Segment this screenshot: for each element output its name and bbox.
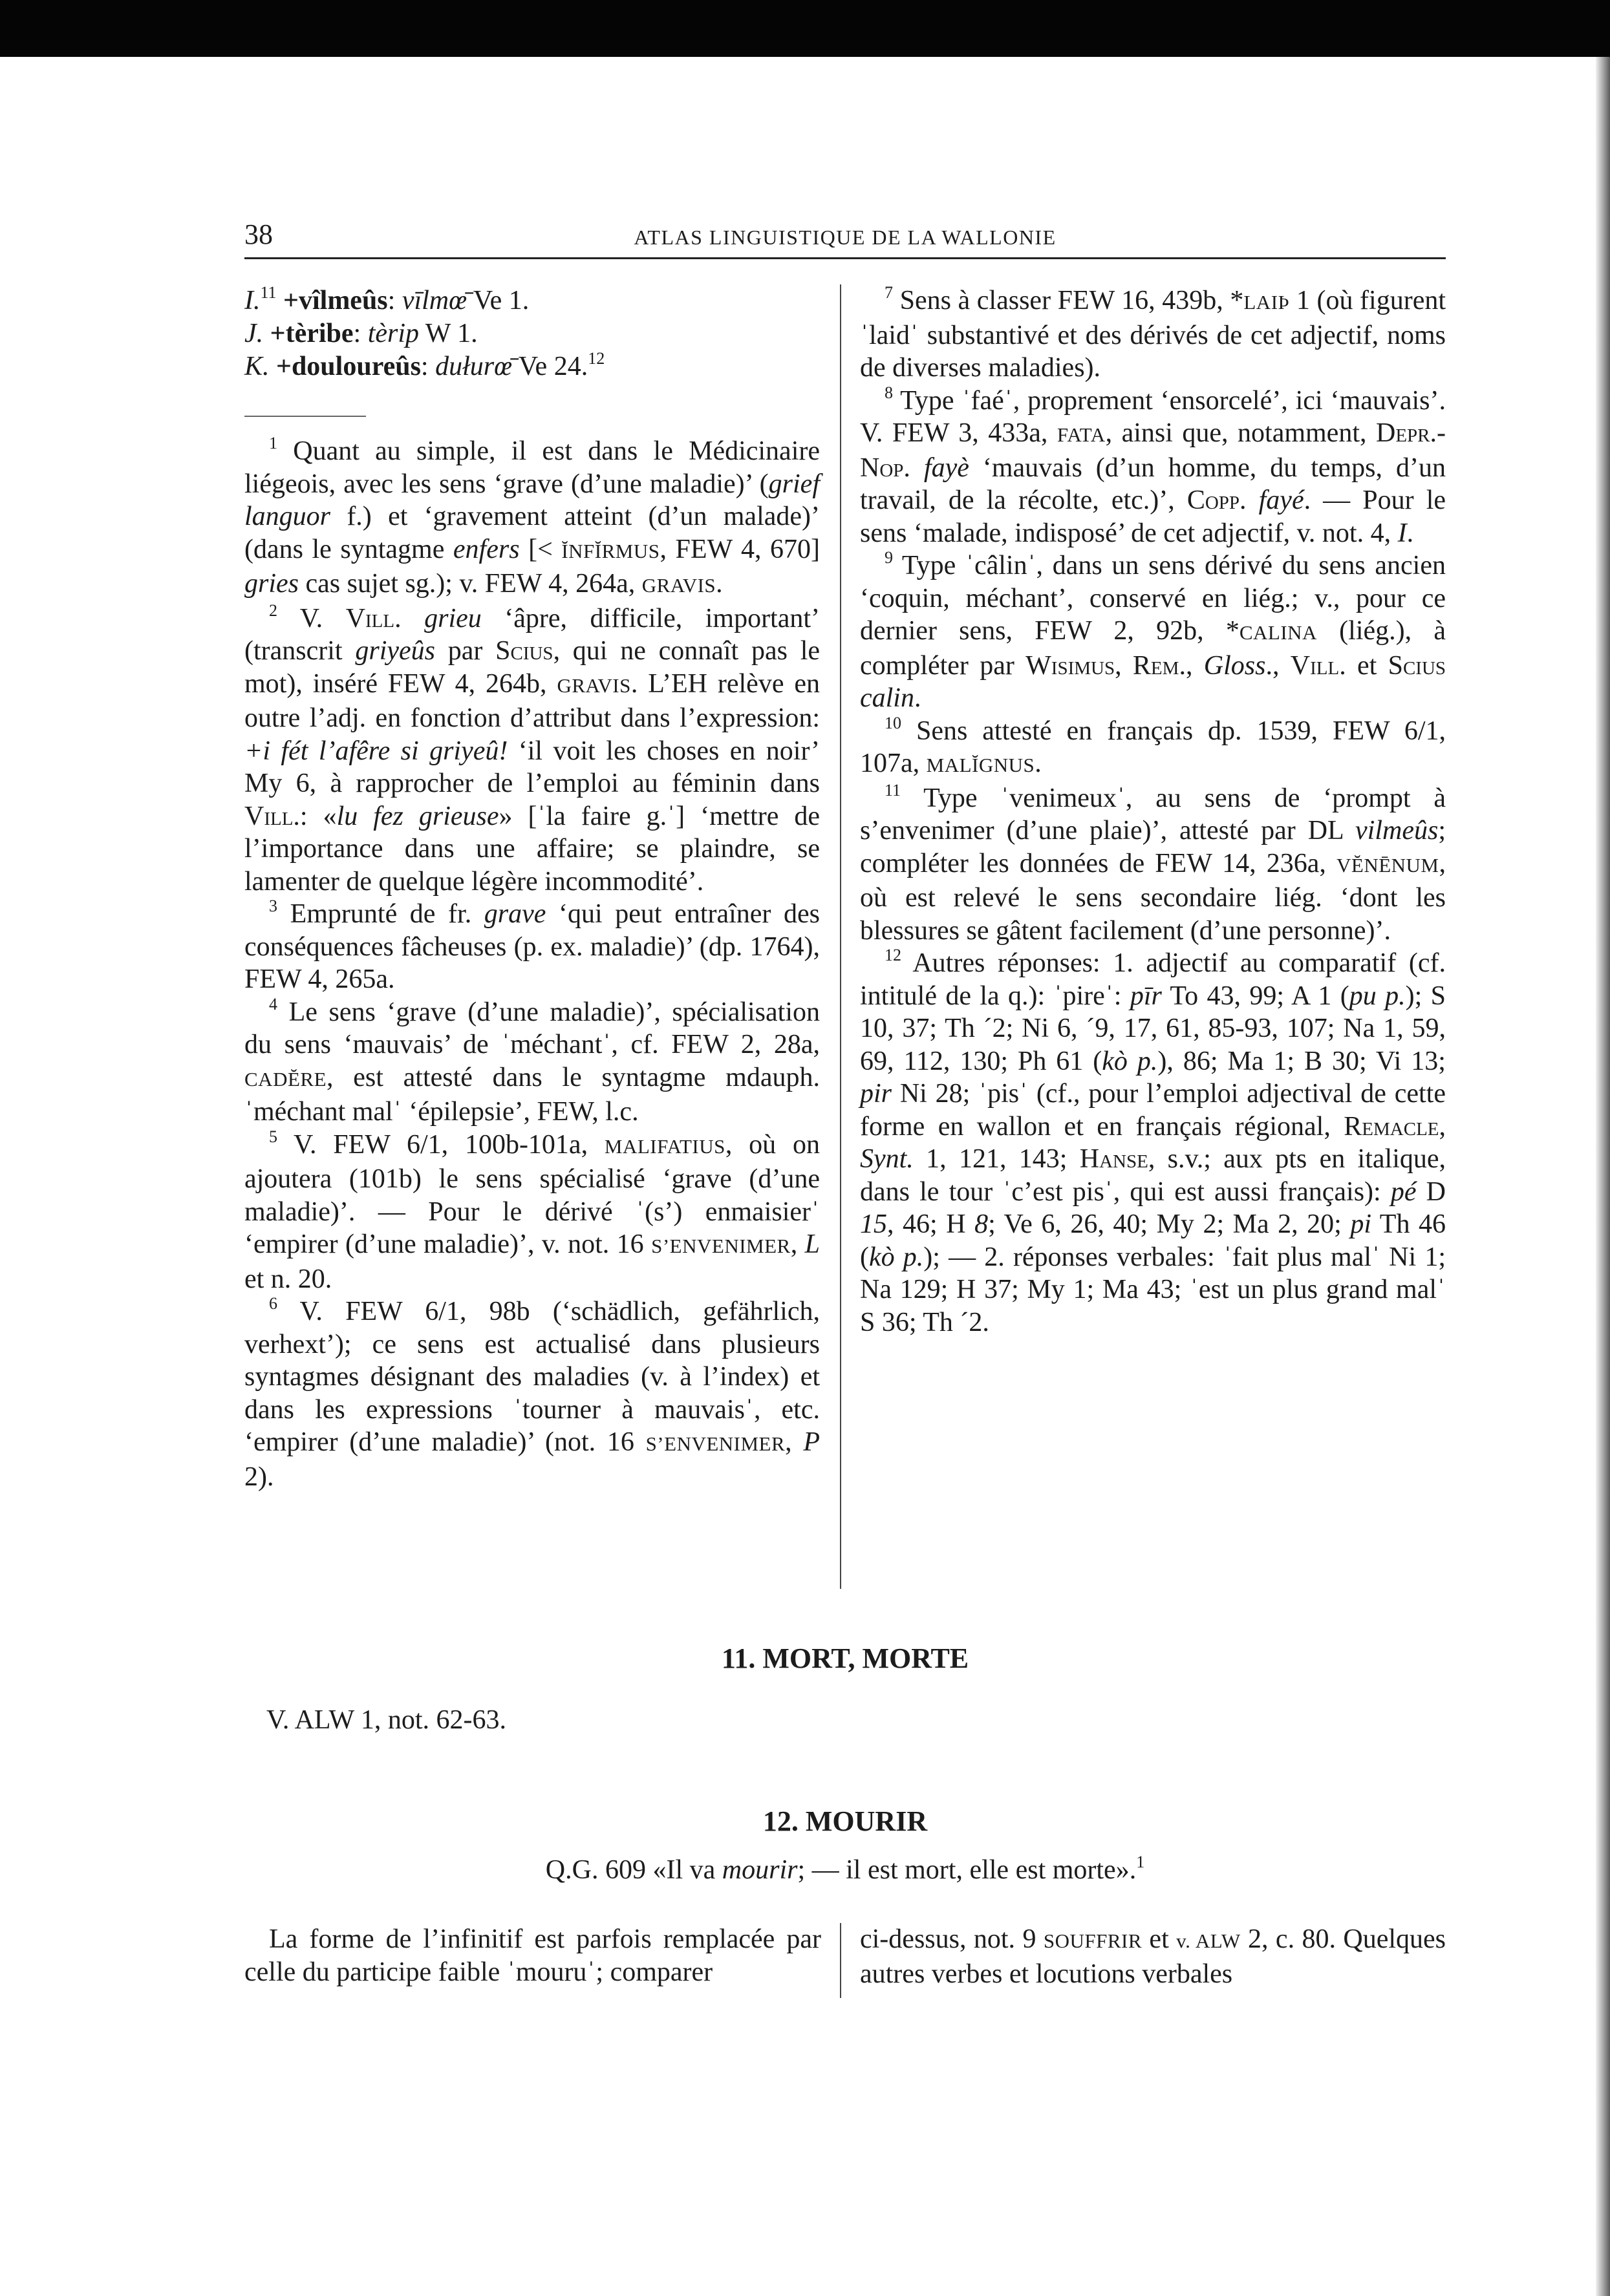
scan-top-border	[0, 0, 1610, 57]
right-column	[860, 284, 1446, 1339]
page-header	[244, 218, 1446, 259]
footnote-4: $^4$ Le sens ‘grave (d’une maladie)’, spécialisation du sens ‘mauvais’ de ˈméchantˈ, cf. FEW 2, 28a, CADĔRE, est attesté dans le syntagme mdauph. ˈméchant malˈ ‘épilepsie’, FEW, l.c.	[244, 994, 821, 1127]
running-title: ATLAS LINGUISTIQUE DE LA WALLONIE	[634, 226, 1057, 249]
section-11-title: 11. MORT, MORTE	[721, 1642, 969, 1674]
section-12-question: Q.G. 609 «Il va mourir; — il est mort, elle est morte».$^1$	[545, 1853, 1145, 1885]
section-12-body-right: ci-dessus, not. 9 SOUFFRIR et v. ALW 2, c. 80. Quelques autres verbes et locutions verbales	[860, 1924, 1446, 1989]
footnote-6: $^6$ V. FEW 6/1, 98b (‘schädlich, gefährlich, verhext’); ce sens est actualisé dans plusieurs syntagmes désignant des maladies (v. à l’index) et dans les expressions ˈtourner à mauvaisˈ, etc. ‘empirer (d’une maladie)’ (not. 16 S’ENVENIMER, P 2).	[244, 1294, 821, 1492]
scan-right-edge	[1596, 57, 1610, 2296]
left-column	[244, 284, 820, 1493]
footnote-12: $^{12}$ Autres réponses: 1. adjectif au comparatif (cf. intitulé de la q.): ˈpireˈ: pīr To 43, 99; A 1 (pu p.); S 10, 37; Th ´2; Ni 6, ´9, 17, 61, 85-93, 107; Na 1, 59, 69, 112, 130; Ph 61 (kò p.), 86; Ma 1; B 30; Vi 13; pir Ni 28; ˈpisˈ (cf., pour l’emploi adjectival de cette forme en wallon et en français régional, Remacle, Synt. 1, 121, 143; Hanse, s.v.; aux pts en italique, dans le tour ˈc’est pisˈ, qui est aussi français): pé D 15, 46; H 8; Ve 6, 26, 40; My 2; Ma 2, 20; pi Th 46 (kò p.); — 2. réponses verbales: ˈfait plus malˈ Ni 1; Na 129; H 37; My 1; Ma 43; ˈest un plus grand malˈ S 36; Th ´2.	[860, 946, 1446, 1337]
footnote-rule	[244, 416, 366, 417]
footnote-10: $^{10}$ Sens attesté en français dp. 1539, FEW 6/1, 107a, MALĬGNUS.	[860, 713, 1446, 778]
footnote-5: $^5$ V. FEW 6/1, 100b-101a, MALIFATIUS, où on ajoutera (101b) le sens spécialisé ‘grave (d’une maladie)’. — Pour le dérivé ˈ(s’) enmaisierˈ ‘empirer (d’une maladie)’, v. not. 16 S’ENVENIMER, L et n. 20.	[244, 1127, 821, 1294]
footnote-3: $^3$ Emprunté de fr. grave ‘qui peut entraîner des conséquences fâcheuses (p. ex. maladie)’ (dp. 1764), FEW 4, 265a.	[244, 897, 820, 994]
footnote-8: $^8$ Type ˈfaéˈ, proprement ‘ensorcelé’, ici ‘mauvais’. V. FEW 3, 433a, FATA, ainsi que, notamment, Depr.-Nop. fayè ‘mauvais (d’un homme, du temps, d’un travail, de la récolte, etc.)’, Copp. fayé. — Pour le sens ‘malade, indisposé’ de cet adjectif, v. not. 4, I.	[860, 383, 1446, 548]
section-12-body-left: La forme de l’infinitif est parfois remplacée par celle du participe faible ˈmouruˈ; comparer	[244, 1924, 821, 1987]
entry-k: K. +douloureûs: dułurœ̄ Ve 24.12	[244, 349, 605, 381]
footnote-1: $^1$ Quant au simple, il est dans le Médicinaire liégeois, avec les sens ‘grave (d’une maladie)’ (grief languor f.) et ‘gravement atteint (d’un malade)’ (dans le syntagme enfers [< ĬNFĬRMUS, FEW 4, 670] gries cas sujet sg.); v. FEW 4, 264a, GRAVIS.	[244, 434, 820, 599]
footnote-9: $^9$ Type ˈcâlinˈ, dans un sens dérivé du sens ancien ‘coquin, méchant’, conservé en liég.; v., pour ce dernier sens, FEW 2, 92b, *CALINA (liég.), à compléter par Wisimus, Rem., Gloss., Vill. et Scius calin.	[860, 548, 1446, 713]
page-number: 38	[244, 218, 273, 250]
entry-i: I.$^{11}$ +vîlmeûs: vīlmœ̄ Ve 1.	[244, 283, 530, 315]
footnote-7: $^7$ Sens à classer FEW 16, 439b, *LAIÞ 1 (où figurent ˈlaidˈ substantivé et des dérivés de cet adjectif, noms de diverses maladies).	[860, 283, 1446, 383]
section-12-title: 12. MOURIR	[762, 1805, 928, 1837]
section-11-reference: V. ALW 1, not. 62-63.	[266, 1705, 507, 1735]
entry-j: J. +tèribe: tèrip W 1.	[244, 319, 478, 348]
footnote-11: $^{11}$ Type ˈvenimeuxˈ, au sens de ‘prompt à s’envenimer (d’une plaie)’, attesté par DL vilmeûs; compléter les données de FEW 14, 236a, VĔNĒNUM, où est relevé le sens secondaire liég. ‘dont les blessures se gâtent facilement (d’une personne)’.	[860, 780, 1446, 946]
column-divider	[840, 284, 841, 1589]
section-12-column-divider	[840, 1923, 841, 1998]
footnote-2: $^2$ V. Vill. grieu ‘âpre, difficile, important’ (transcrit griyeûs par Scius, qui ne connaît pas le mot), inséré FEW 4, 264b, GRAVIS. L’EH relève en outre l’adj. en fonction d’attribut dans l’expression: +i fét l’afêre si griyeû! ‘il voit les choses en noir’ My 6, à rapprocher de l’emploi au féminin dans Vill.: «lu fez grieuse» [ˈla faire g.ˈ] ‘mettre de l’importance dans une affaire; se plaindre, se lamenter de quelque légère incommodité’.	[244, 601, 821, 897]
